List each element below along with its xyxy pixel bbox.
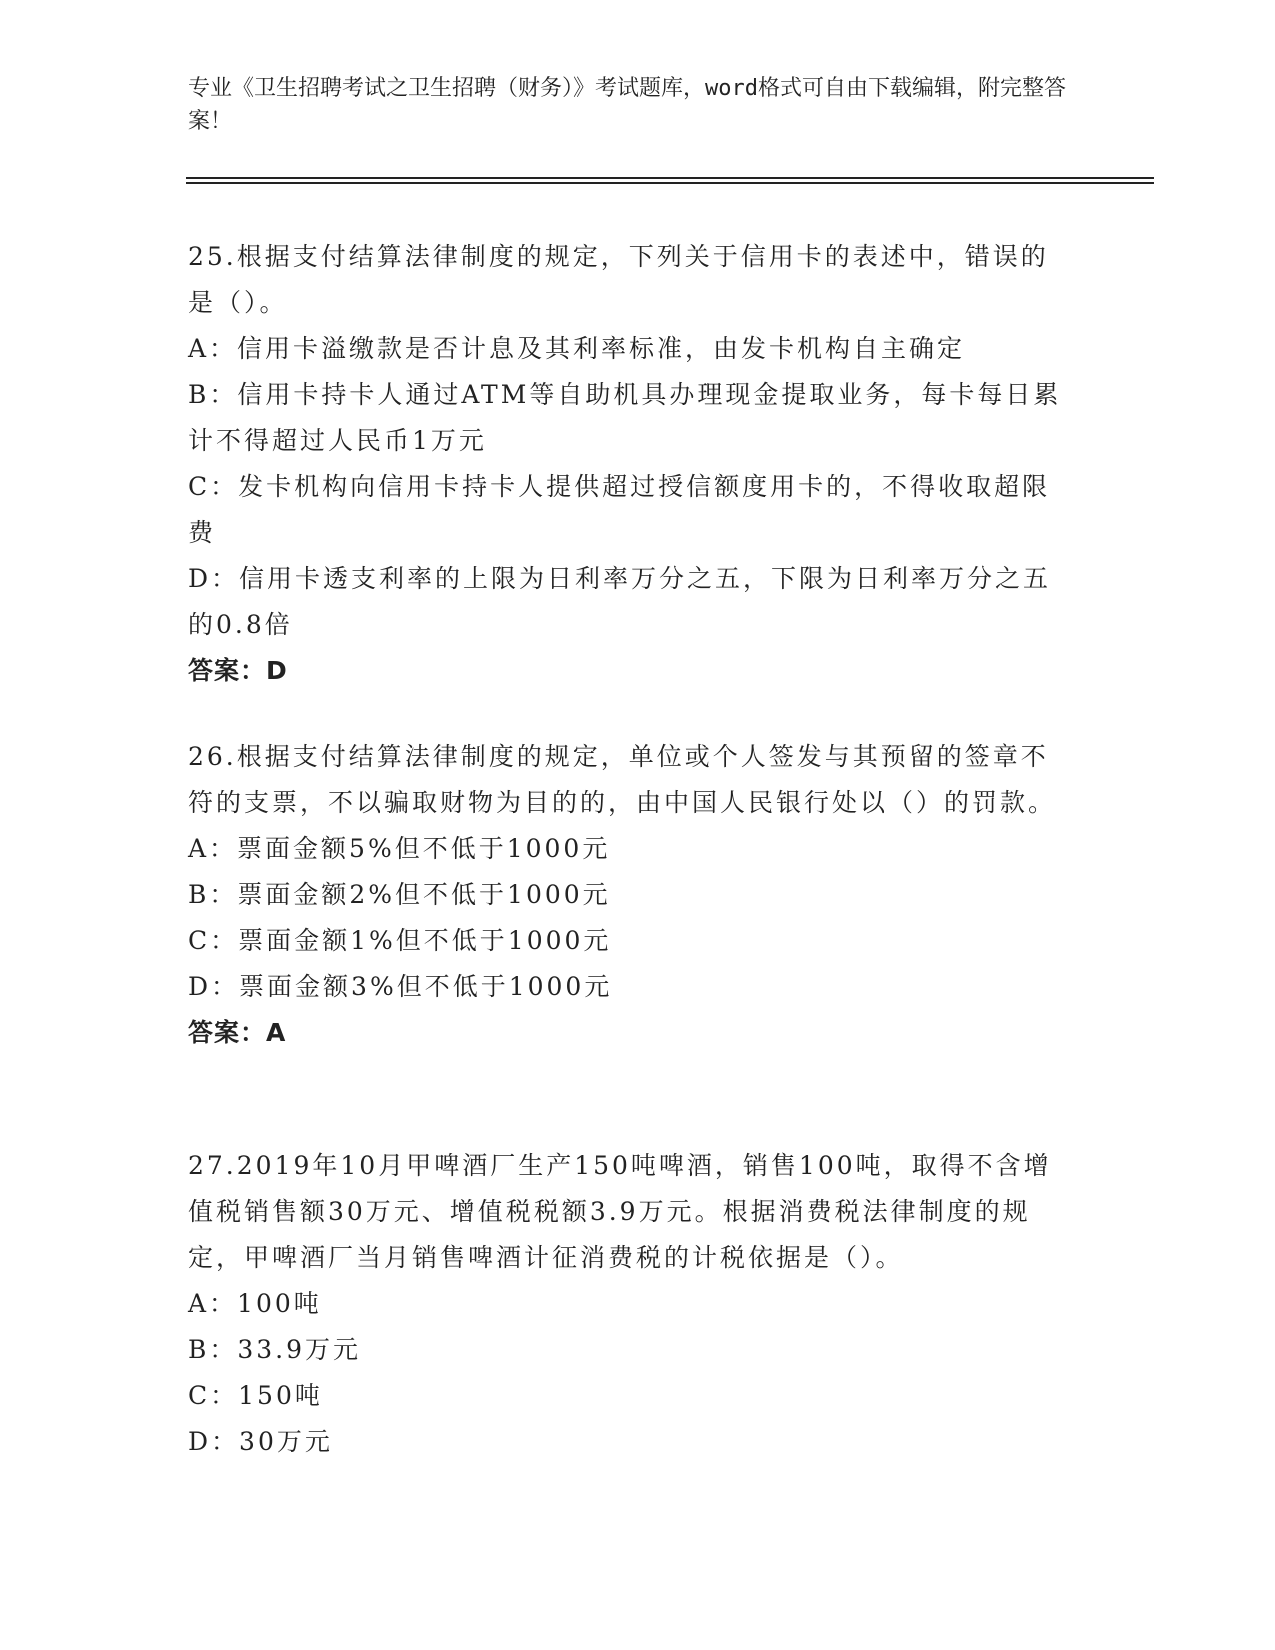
option-c: C：150吨 [188, 1381, 323, 1410]
answer: 答案：D [188, 656, 288, 685]
option-d: D：30万元 [188, 1427, 333, 1456]
option-b: B：33.9万元 [188, 1335, 362, 1364]
question-26 [188, 734, 1068, 1056]
question-27 [188, 1143, 1068, 1465]
option-c: C：发卡机构向信用卡持卡人提供超过授信额度用卡的，不得收取超限费 [188, 472, 1051, 547]
answer: 答案：A [188, 1018, 287, 1047]
option-b: B：信用卡持卡人通过ATM等自助机具办理现金提取业务，每卡每日累计不得超过人民币1万元 [188, 380, 1062, 455]
option-a: A：100吨 [188, 1289, 322, 1318]
question-stem: 27.2019年10月甲啤酒厂生产150吨啤酒，销售100吨，取得不含增值税销售额30万元、增值税税额3.9万元。根据消费税法律制度的规定，甲啤酒厂当月销售啤酒计征消费税的计税依据是（）。 [188, 1151, 1052, 1272]
option-d: D：信用卡透支利率的上限为日利率万分之五，下限为日利率万分之五的0.8倍 [188, 564, 1052, 639]
option-a: A：信用卡溢缴款是否计息及其利率标准，由发卡机构自主确定 [188, 334, 966, 363]
option-c: C：票面金额1%但不低于1000元 [188, 926, 612, 955]
header-divider-bottom [186, 182, 1154, 184]
option-d: D：票面金额3%但不低于1000元 [188, 972, 613, 1001]
question-stem: 26.根据支付结算法律制度的规定，单位或个人签发与其预留的签章不符的支票，不以骗取财物为目的的，由中国人民银行处以（）的罚款。 [188, 742, 1057, 817]
option-a: A：票面金额5%但不低于1000元 [188, 834, 611, 863]
document-header: 专业《卫生招聘考试之卫生招聘（财务）》考试题库，word格式可自由下载编辑，附完整答案！ [188, 76, 1066, 134]
header-divider-top [186, 177, 1154, 179]
option-b: B：票面金额2%但不低于1000元 [188, 880, 611, 909]
question-stem: 25.根据支付结算法律制度的规定，下列关于信用卡的表述中，错误的是（）。 [188, 242, 1049, 317]
question-25 [188, 234, 1068, 694]
